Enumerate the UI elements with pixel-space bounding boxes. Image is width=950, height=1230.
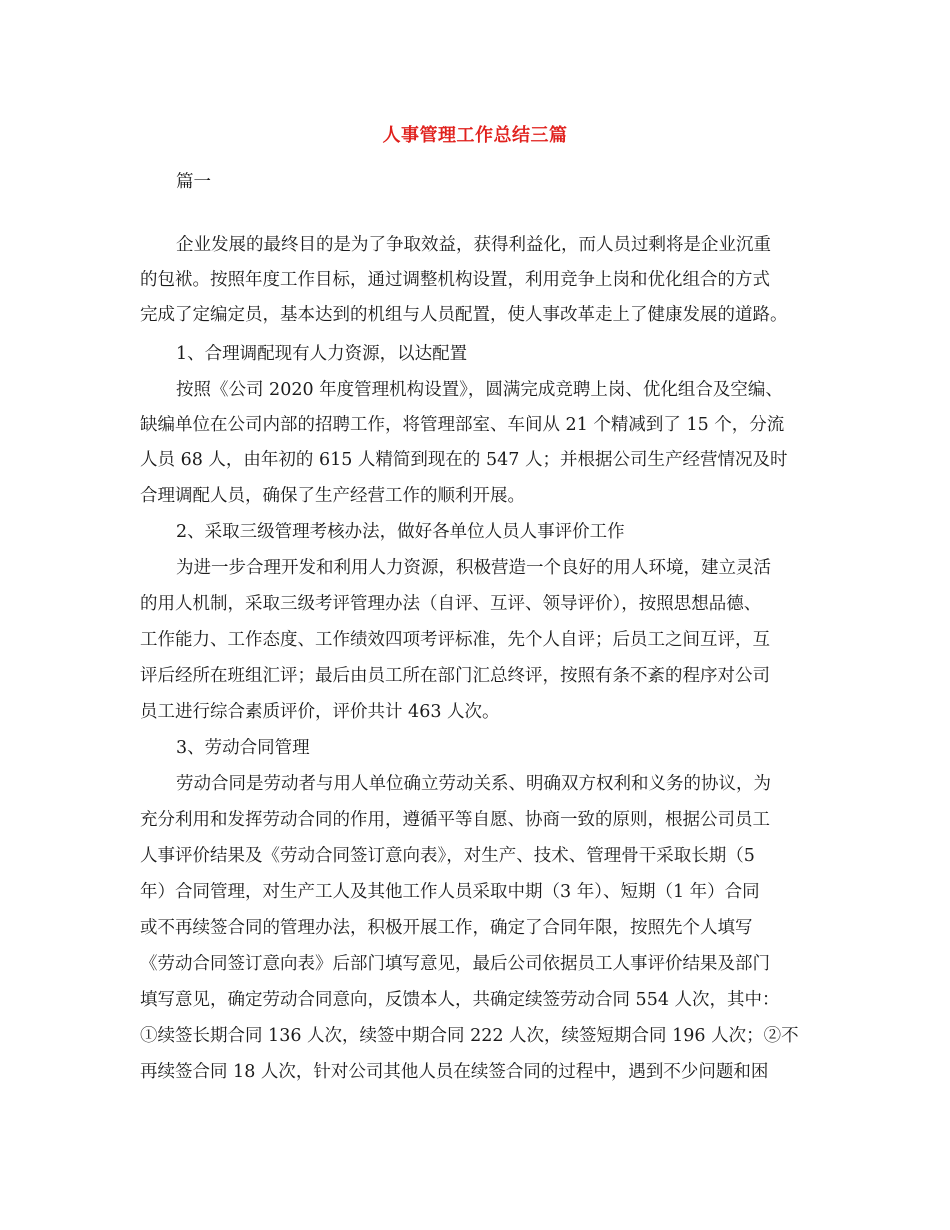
paragraph-line: 工作能力、工作态度、工作绩效四项考评标准，先个人自评；后员工之间互评，互 <box>140 630 770 650</box>
paragraph-line: 缺编单位在公司内部的招聘工作，将管理部室、车间从 21 个精减到了 15 个，分流 <box>140 415 785 435</box>
paragraph-line: 再续签合同 18 人次，针对公司其他人员在续签合同的过程中，遇到不少问题和困 <box>140 1062 769 1082</box>
paragraph-line: 企业发展的最终目的是为了争取效益，获得利益化，而人员过剩将是企业沉重 <box>176 235 771 255</box>
paragraph-line: 人事评价结果及《劳动合同签订意向表》，对生产、技术、管理骨干采取长期（5 <box>140 846 755 866</box>
paragraph-line: 劳动合同是劳动者与用人单位确立劳动关系、明确双方权利和义务的协议，为 <box>176 774 771 794</box>
paragraph-line: 或不再续签合同的管理办法，积极开展工作，确定了合同年限，按照先个人填写 <box>140 918 753 938</box>
paragraph-line: 充分利用和发挥劳动合同的作用，遵循平等自愿、协商一致的原则，根据公司员工 <box>140 810 770 830</box>
paragraph-line: 完成了定编定员，基本达到的机组与人员配置，使人事改革走上了健康发展的道路。 <box>140 305 788 325</box>
subheading: 1、合理调配现有人力资源，以达配置 <box>176 344 468 364</box>
paragraph-line: 合理调配人员，确保了生产经营工作的顺利开展。 <box>140 486 525 506</box>
paragraph-line: 为进一步合理开发和利用人力资源，积极营造一个良好的用人环境，建立灵活 <box>176 558 771 578</box>
paragraph-line: 填写意见，确定劳动合同意向，反馈本人，共确定续签劳动合同 554 人次，其中： <box>140 990 780 1010</box>
paragraph-line: 的包袱。按照年度工作目标，通过调整机构设置，利用竞争上岗和优化组合的方式 <box>140 270 770 290</box>
paragraph-line: 评后经所在班组汇评；最后由员工所在部门汇总终评，按照有条不紊的程序对公司 <box>140 666 770 686</box>
paragraph-line: 人员 68 人，由年初的 615 人精简到现在的 547 人；并根据公司生产经营情况及时 <box>140 450 788 470</box>
section-heading: 篇一 <box>176 172 211 192</box>
paragraph-line: 的用人机制，采取三级考评管理办法（自评、互评、领导评价），按照思想品德、 <box>140 594 762 614</box>
subheading: 3、劳动合同管理 <box>176 738 310 758</box>
paragraph-line: ①续签长期合同 136 人次，续签中期合同 222 人次，续签短期合同 196 人次；②不 <box>140 1026 799 1046</box>
subheading: 2、采取三级管理考核办法，做好各单位人员人事评价工作 <box>176 522 625 542</box>
paragraph-line: 员工进行综合素质评价，评价共计 463 人次。 <box>140 702 500 722</box>
paragraph-line: 按照《公司 2020 年度管理机构设置》，圆满完成竞聘上岗、优化组合及空编、 <box>176 380 783 400</box>
paragraph-line: 《劳动合同签订意向表》后部门填写意见，最后公司依据员工人事评价结果及部门 <box>140 954 770 974</box>
paragraph-line: 年）合同管理，对生产工人及其他工作人员采取中期（3 年）、短期（1 年）合同 <box>140 882 760 902</box>
document-title: 人事管理工作总结三篇 <box>382 125 568 146</box>
